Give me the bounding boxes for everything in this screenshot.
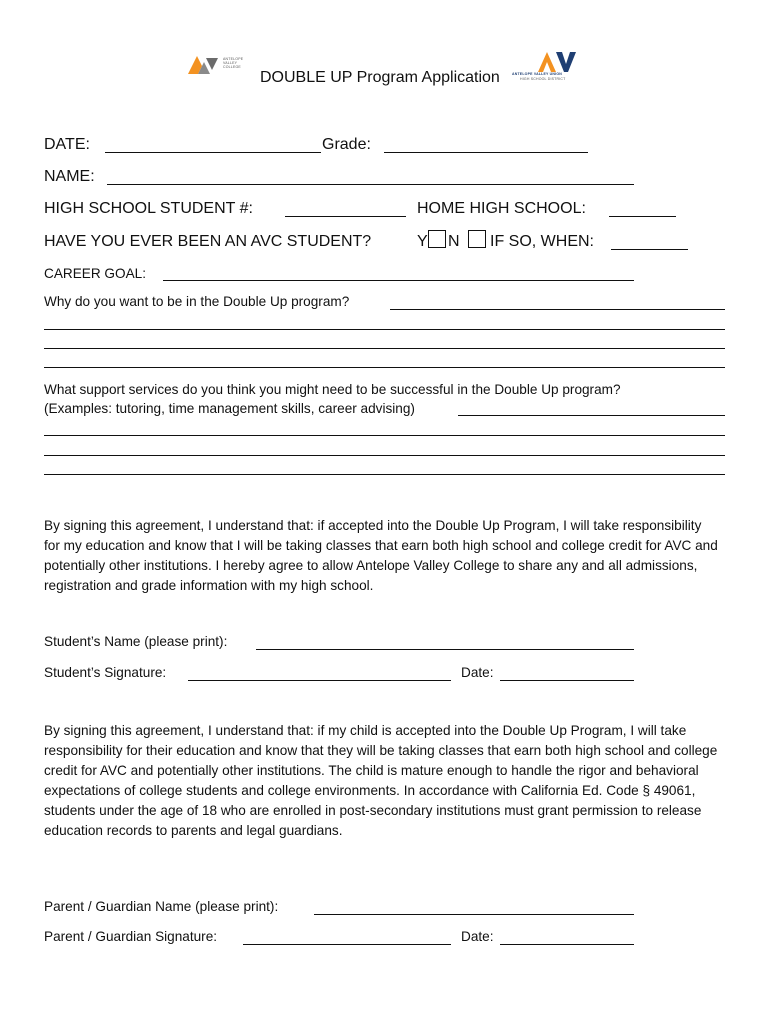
grade-label: Grade: [322, 136, 371, 153]
grade-field[interactable] [384, 152, 588, 153]
student-signature-label: Student’s Signature: [44, 665, 167, 680]
career-goal-field[interactable] [163, 280, 634, 281]
parent-name-label: Parent / Guardian Name (please print): [44, 899, 279, 914]
why-answer-line[interactable] [44, 329, 725, 330]
student-agreement-text: By signing this agreement, I understand that: if accepted into the Double Up Program, I will take responsibility for my education and know that I will be taking classes that earn both high school and college credit for AVC and potentially other institutions. I hereby agree to allow Antelope Valley College to share any and all admissions, registration and grade information with my high school. [44, 518, 718, 593]
support-question-label: What support services do you think you might need to be successful in the Double Up program? [44, 382, 621, 397]
avc-logo-line: ANTELOPE [223, 57, 244, 61]
avc-logo-line: COLLEGE [223, 65, 241, 69]
date-field[interactable] [105, 152, 321, 153]
hs-student-number-field[interactable] [285, 216, 406, 217]
no-checkbox[interactable] [468, 230, 486, 248]
why-answer-line[interactable] [390, 309, 725, 310]
home-high-school-field[interactable] [609, 216, 676, 217]
avc-logo-line: VALLEY [223, 61, 238, 65]
student-signature-field[interactable] [188, 680, 451, 681]
avuhsd-logo [510, 50, 590, 86]
career-goal-label: CAREER GOAL: [44, 266, 146, 281]
yes-label: Y [417, 233, 428, 250]
date-label: DATE: [44, 136, 90, 153]
if-so-when-label: IF SO, WHEN: [490, 233, 594, 250]
if-so-when-field[interactable] [611, 249, 688, 250]
student-name-field[interactable] [256, 649, 634, 650]
parent-signature-label: Parent / Guardian Signature: [44, 929, 218, 944]
parent-date-field[interactable] [500, 944, 634, 945]
home-high-school-label: HOME HIGH SCHOOL: [417, 200, 586, 217]
name-field[interactable] [107, 184, 634, 185]
parent-agreement-text: By signing this agreement, I understand that: if my child is accepted into the Double Up Program, I will take responsibility for their education and know that they will be taking classes that earn both high school and college credit for AVC and potentially other institutions. The child is mature enough to handle the rigor and behavioral expectations of college students and college environments. In accordance with California Ed. Code § 49061, students under the age of 18 who are enrolled in post-secondary institutions must grant permission to release education records to parents and legal guardians. [44, 723, 718, 838]
student-name-label: Student’s Name (please print): [44, 634, 228, 649]
parent-name-field[interactable] [314, 914, 634, 915]
support-answer-line[interactable] [44, 435, 725, 436]
support-answer-line[interactable] [44, 455, 725, 456]
support-answer-line[interactable] [458, 415, 725, 416]
name-label: NAME: [44, 168, 95, 185]
student-date-field[interactable] [500, 680, 634, 681]
why-answer-line[interactable] [44, 367, 725, 368]
form-title: DOUBLE UP Program Application [260, 69, 500, 86]
parent-date-label: Date: [461, 929, 494, 944]
avc-student-question: HAVE YOU EVER BEEN AN AVC STUDENT? [44, 233, 372, 250]
no-label: N [448, 233, 460, 250]
yes-checkbox[interactable] [428, 230, 446, 248]
why-question-label: Why do you want to be in the Double Up program? [44, 294, 350, 309]
student-date-label: Date: [461, 665, 494, 680]
parent-signature-field[interactable] [243, 944, 451, 945]
hs-student-number-label: HIGH SCHOOL STUDENT #: [44, 200, 253, 217]
avuhsd-logo-line: HIGH SCHOOL DISTRICT [520, 77, 566, 81]
avuhsd-logo-line: ANTELOPE VALLEY UNION [512, 72, 562, 76]
why-answer-line[interactable] [44, 348, 725, 349]
support-answer-line[interactable] [44, 474, 725, 475]
avc-logo-mark-icon [188, 54, 222, 74]
avc-logo [188, 54, 258, 76]
support-examples-label: (Examples: tutoring, time management skills, career advising) [44, 401, 415, 416]
avuhsd-logo-mark-icon [536, 50, 576, 72]
